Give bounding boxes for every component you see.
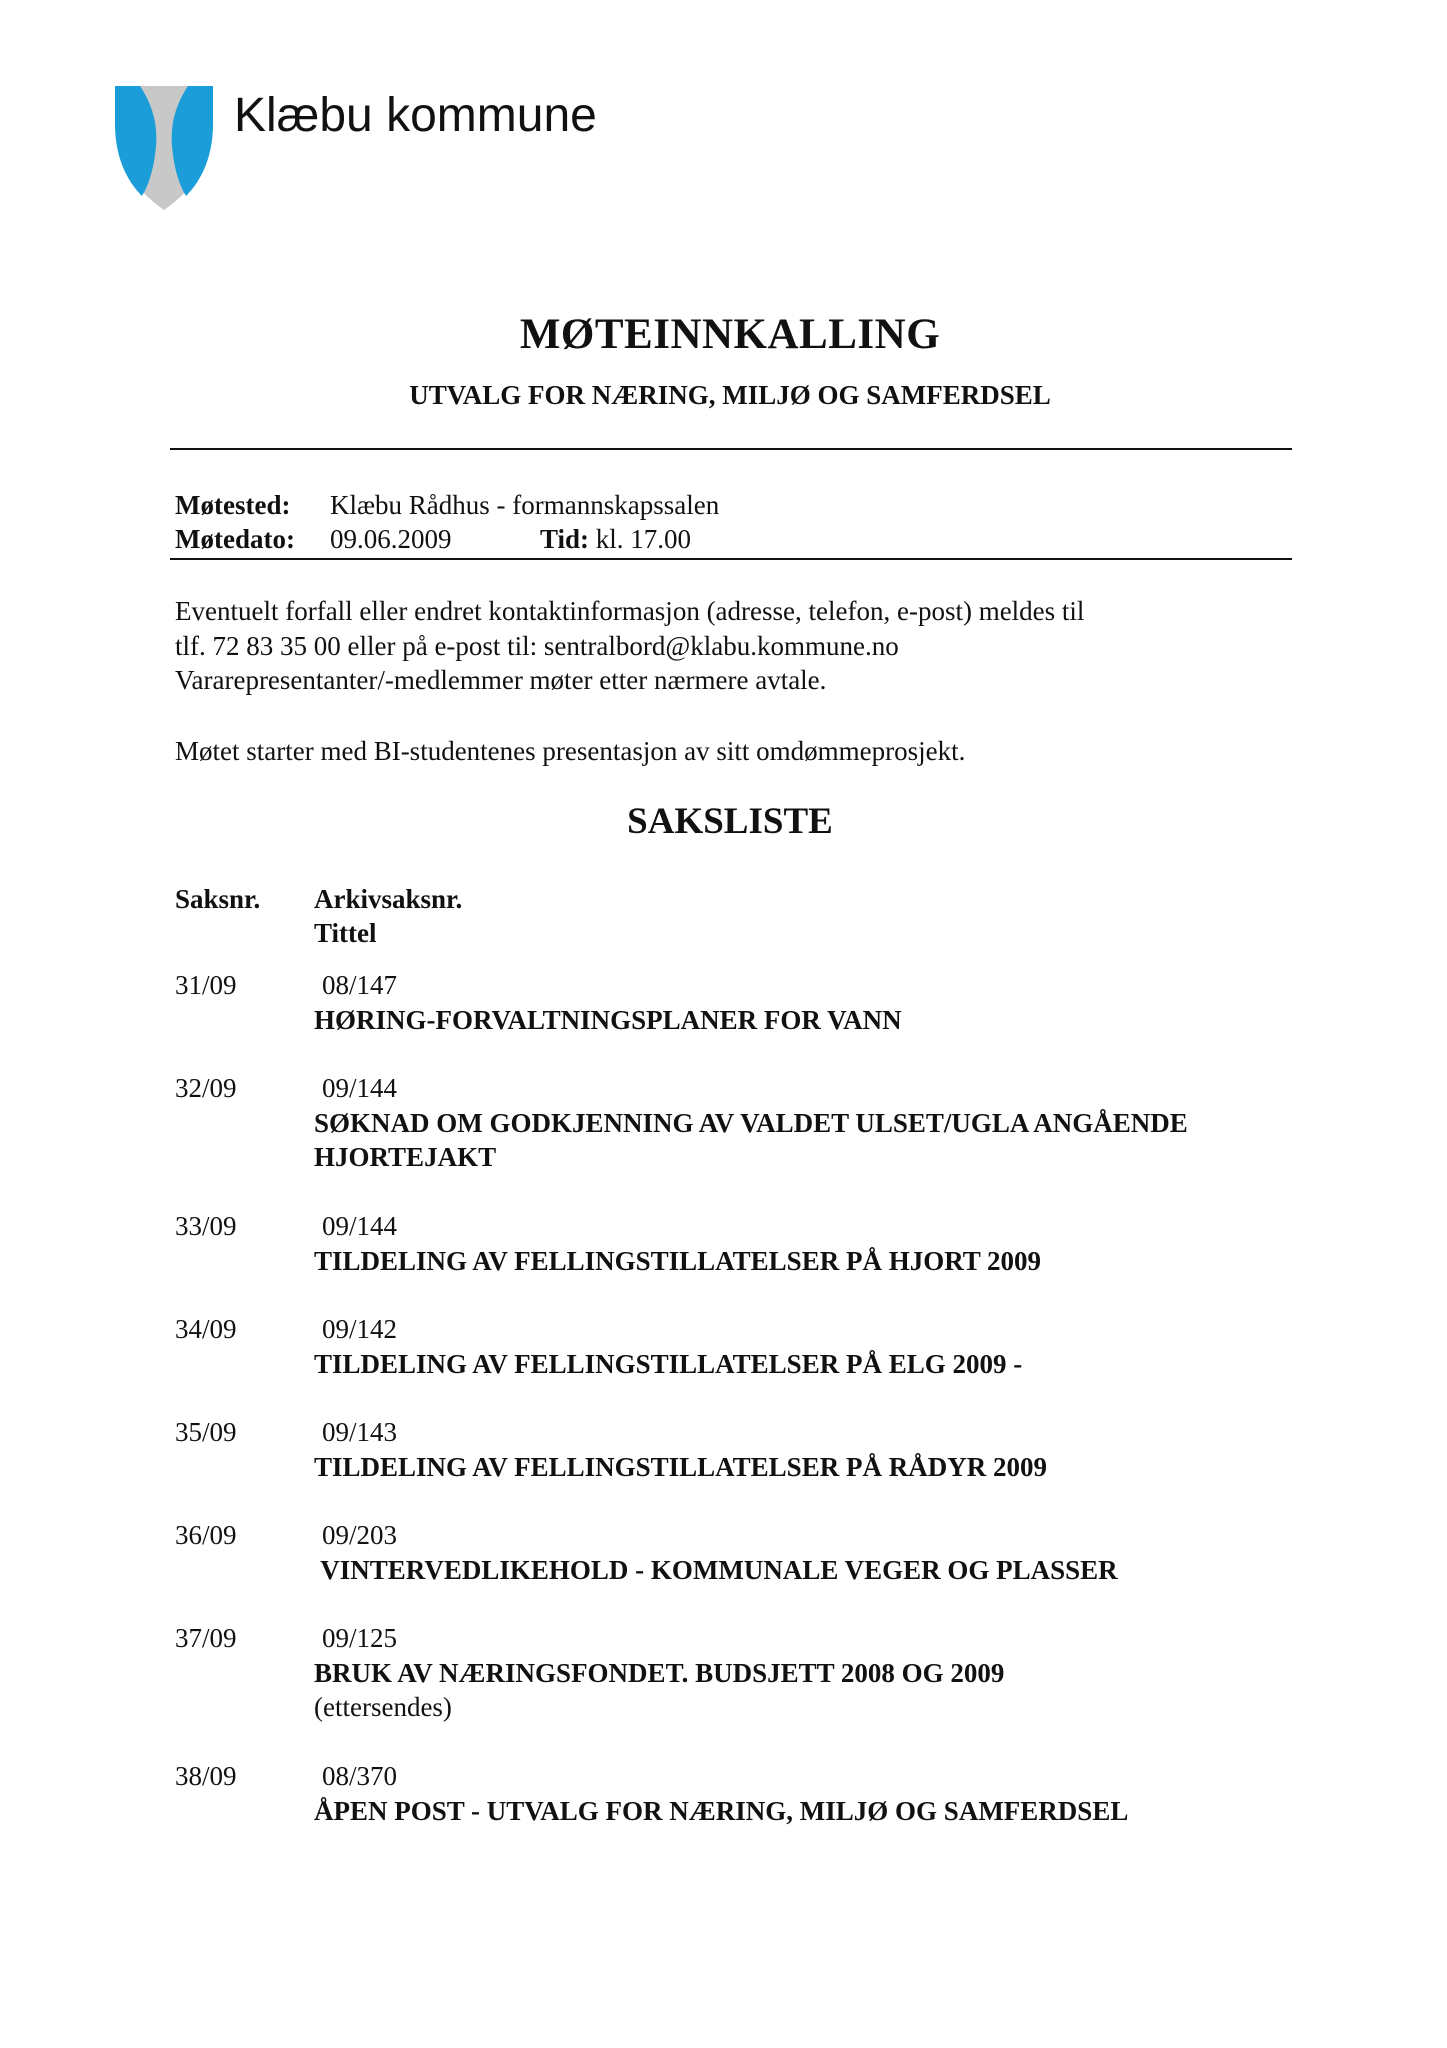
agenda-item-archive: 09/142 [322,1314,398,1344]
municipality-name: Klæbu kommune [234,89,597,142]
agenda-item-title: BRUK AV NÆRINGSFONDET. BUDSJETT 2008 OG 2009 [314,1657,1005,1688]
agenda-item-archive: 09/203 [322,1520,398,1550]
meeting-place-row [175,490,719,521]
notice-line: Vararepresentanter/-medlemmer møter etter nærmere avtale. [175,665,827,695]
agenda-item-archive: 08/147 [322,970,398,1000]
agenda-item-number: 37/09 [175,1623,237,1653]
meeting-date-value: 09.06.2009 [330,524,452,554]
agenda-item-number: 32/09 [175,1073,237,1103]
column-header-arkiv-tittel [314,882,462,950]
agenda-item-title: HØRING-FORVALTNINGSPLANER FOR VANN [314,1004,902,1035]
agenda-item-archive: 09/143 [322,1417,398,1447]
agenda-item-note: (ettersendes) [314,1692,452,1722]
agenda-item-title: SØKNAD OM GODKJENNING AV VALDET ULSET/UGLA ANGÅENDE HJORTEJAKT [314,1107,1188,1172]
column-header-tittel: Tittel [314,918,377,948]
agenda-item-number: 36/09 [175,1520,237,1550]
agenda-item-title: TILDELING AV FELLINGSTILLATELSER PÅ HJORT 2009 [314,1245,1042,1276]
meeting-date-row [175,524,691,555]
agenda-item-archive: 09/144 [322,1211,398,1241]
notice-contact-line: tlf. 72 83 35 00 eller på e-post til: sentralbord@klabu.kommune.no [175,630,899,661]
divider [170,448,1292,450]
notice-paragraph [175,594,1084,698]
agenda-item-archive: 09/144 [322,1073,398,1103]
agenda-item-number: 33/09 [175,1211,237,1241]
document-title: MØTEINNKALLING [519,311,941,358]
meeting-time-label: Tid: [540,524,590,554]
presentation-note: Møtet starter med BI-studentenes presentasjon av sitt omdømmeprosjekt. [175,736,966,766]
agenda-item-archive: 08/370 [322,1761,398,1791]
agenda-item-number: 34/09 [175,1314,237,1344]
meeting-place-label: Møtested: [175,490,291,520]
agenda-item-number: 38/09 [175,1761,237,1791]
column-header-arkiv: Arkivsaksnr. [314,884,463,914]
agenda-item-title: TILDELING AV FELLINGSTILLATELSER PÅ RÅDYR 2009 [314,1451,1047,1482]
agenda-item-number: 31/09 [175,970,237,1000]
klaebu-crest-icon [112,86,216,210]
column-header-saksnr: Saksnr. [175,884,261,914]
meeting-time-value: kl. 17.00 [595,524,692,554]
divider [170,558,1292,560]
sakliste-heading: SAKSLISTE [627,801,833,842]
agenda-item-title: ÅPEN POST - UTVALG FOR NÆRING, MILJØ OG SAMFERDSEL [314,1795,1129,1826]
meeting-place-value: Klæbu Rådhus - formannskapssalen [330,490,720,520]
agenda-item-title: TILDELING AV FELLINGSTILLATELSER PÅ ELG 2009 - [314,1348,1023,1379]
committee-name: UTVALG FOR NÆRING, MILJØ OG SAMFERDSEL [409,380,1051,410]
agenda-item-archive: 09/125 [322,1623,398,1653]
meeting-date-label: Møtedato: [175,524,295,554]
agenda-item-number: 35/09 [175,1417,237,1447]
notice-line: Eventuelt forfall eller endret kontaktinformasjon (adresse, telefon, e-post) meldes til [175,596,1085,626]
agenda-item-title: VINTERVEDLIKEHOLD - KOMMUNALE VEGER OG PLASSER [314,1554,1118,1585]
